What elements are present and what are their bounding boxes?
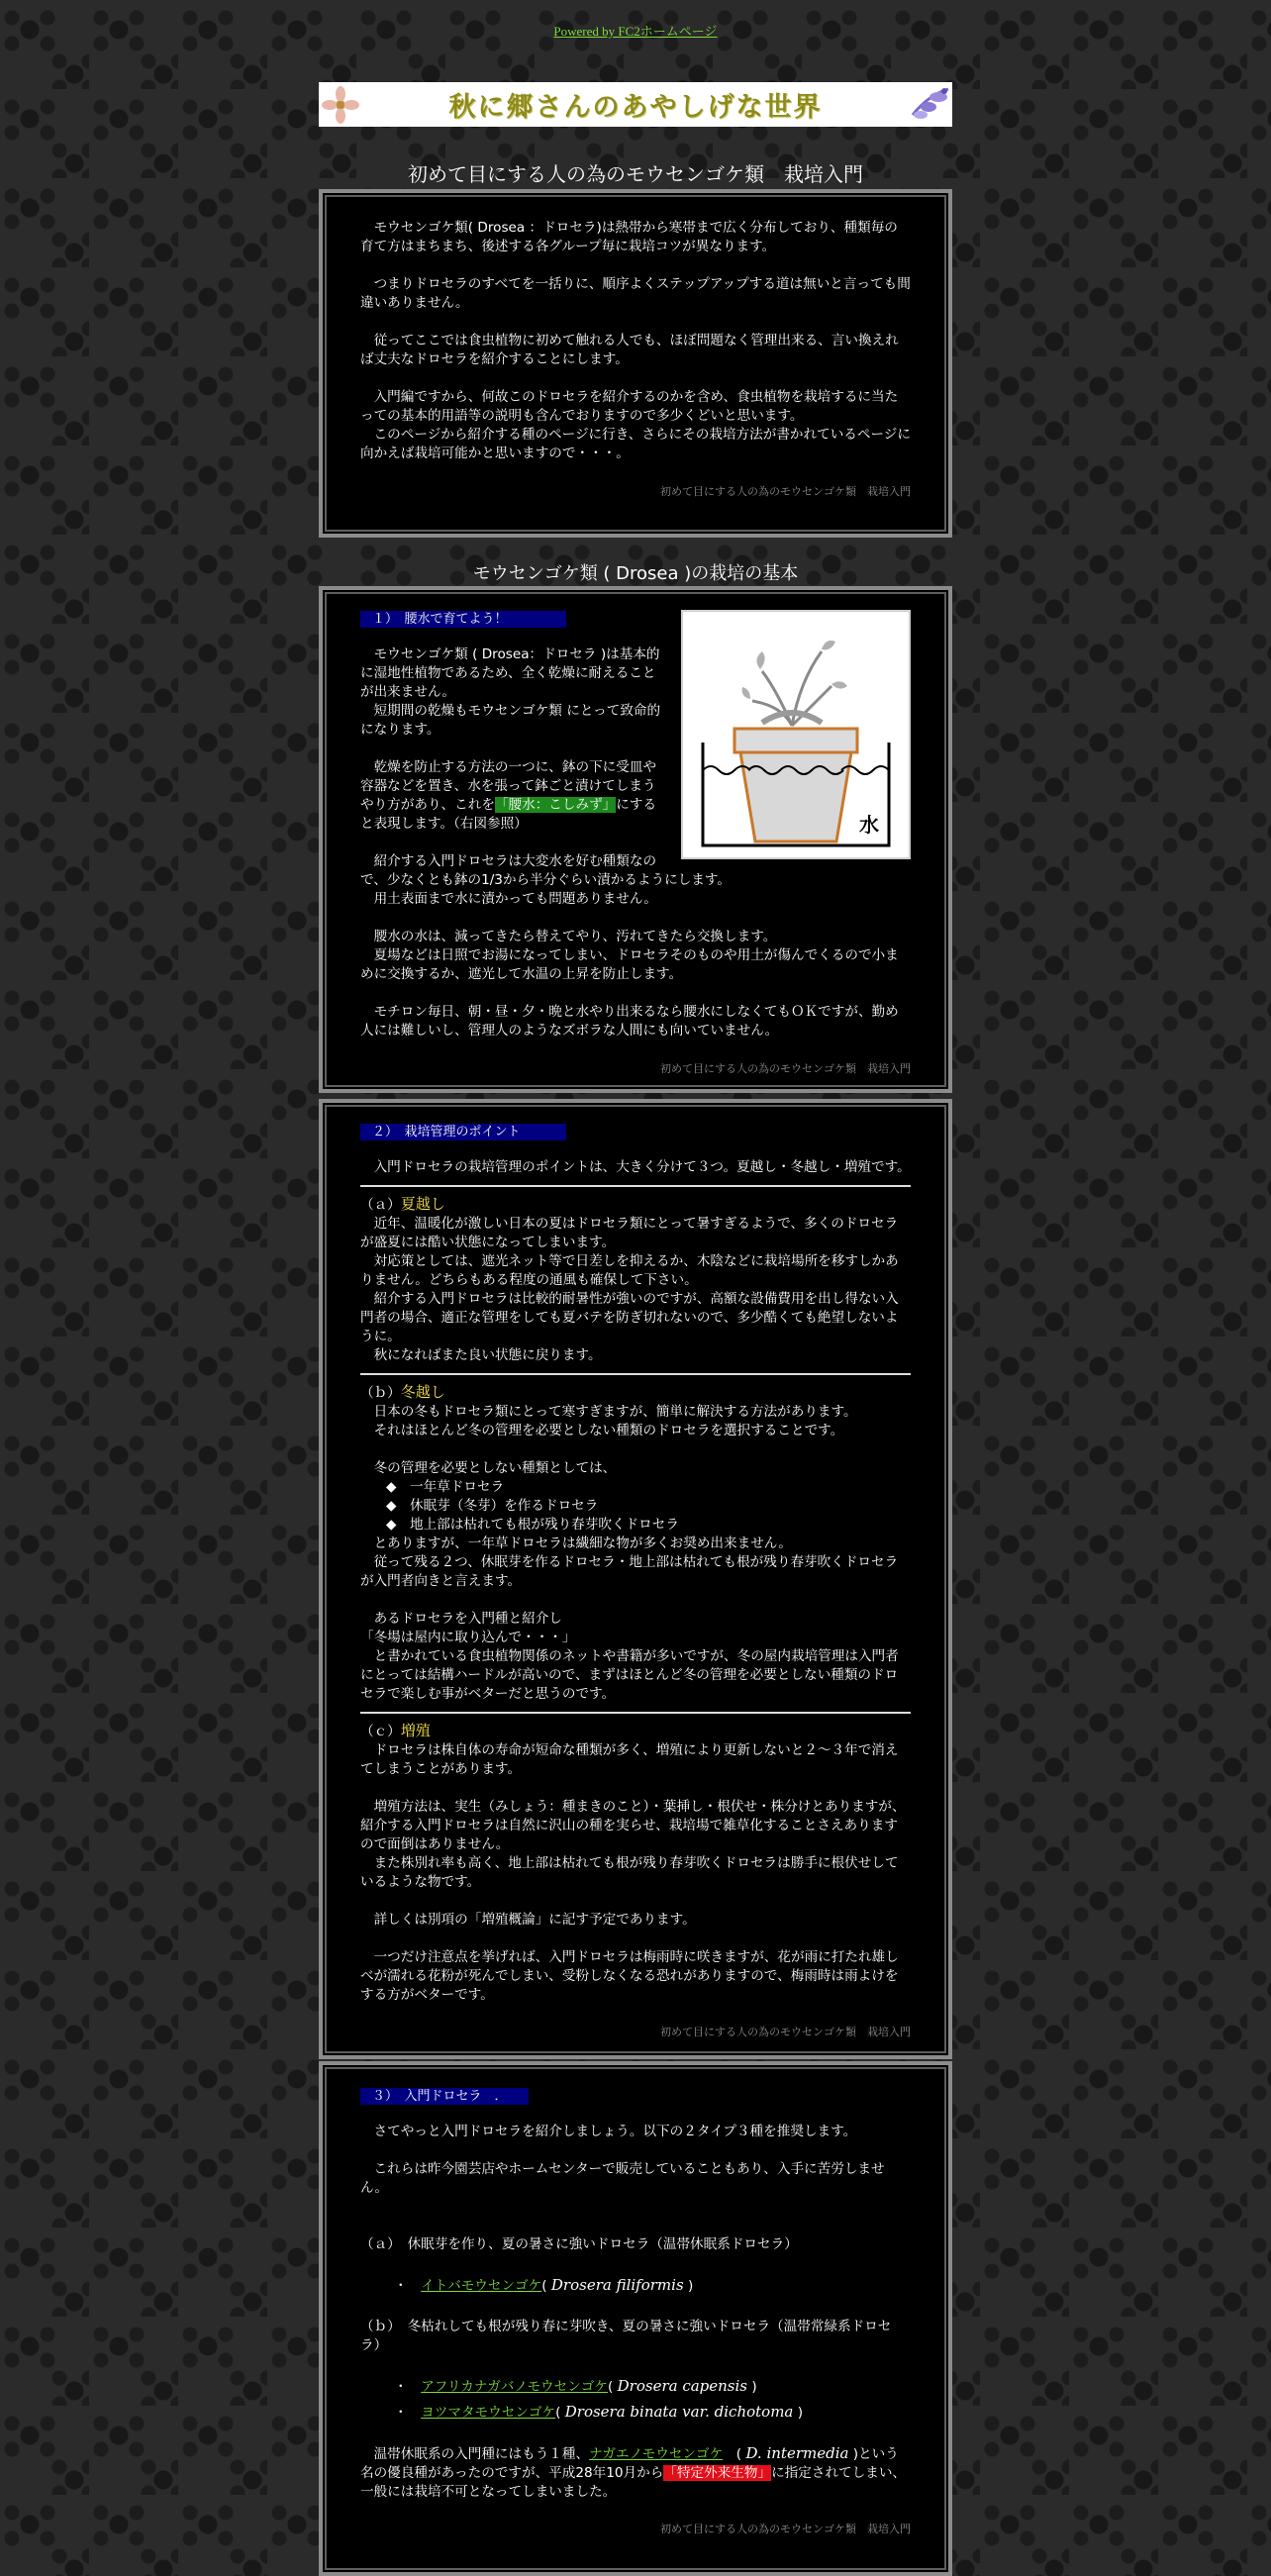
section-2-text: 紹介する入門ドロセラは比較的耐暑性が強いのですが、高額な設備費用を出し得ない入門者の場合、適正な管理をしても夏バテを防ぎ切れないので、多少酷くても絶望しないように。	[360, 1291, 899, 1344]
type-b-heading: （ｂ） 冬枯れしても根が残り春に芽吹き、夏の暑さに強いドロセラ（温帯常緑系ドロセラ）	[360, 2319, 892, 2353]
section-footer: 初めて目にする人の為のモウセンゴケ類 栽培入門	[660, 2026, 911, 2038]
propagation-prefix: （ｃ）	[360, 1724, 401, 1739]
bullet: ・	[394, 2278, 408, 2294]
section-2-panel	[319, 1099, 952, 2059]
species-item: ・ アフリカナガバノモウセンゴケ( Drosera capensis )	[394, 2377, 757, 2395]
invasive-species-highlight: 「特定外来生物」	[663, 2465, 772, 2481]
winter-heading	[360, 1383, 911, 1403]
section-3-label: ３） 入門ドロセラ ．	[360, 2088, 529, 2105]
section-3-text: さてやっと入門ドロセラを紹介しましょう。以下の２タイプ３種を推奨します。	[360, 2124, 857, 2139]
itoba-link[interactable]: イトバモウセンゴケ	[421, 2278, 542, 2294]
intermedia-note: 温帯休眠系の入門種にはもう１種、ナガエノモウセンゴケ ( D. intermedia )という名の優良種があったのですが、平成28年10月から「特定外来生物」に指定されてしまい、一般には栽培不可となってしまいました。	[360, 2444, 907, 2500]
water-label: 水	[859, 813, 879, 837]
summer-heading	[360, 1195, 911, 1215]
section-2-text: 増殖方法は、実生（みしょう：種まきのこと）・葉挿し・根伏せ・株分けとありますが、紹介する入門ドロセラは自然に沢山の種を実らせ、栽培場で雑草化することさえありますので面倒はありません。	[360, 1799, 906, 1852]
section-2-text: 入門ドロセラの栽培管理のポイントは、大きく分けて３つ。夏越し・冬越し・増殖です。	[360, 1159, 911, 1175]
section-1-text: 夏場などは日照でお湯になってしまい、ドロセラそのものや用土が傷んでくるので小まめに交換するか、遮光して水温の上昇を防止します。	[360, 947, 899, 982]
capensis-link[interactable]: アフリカナガバノモウセンゴケ	[421, 2379, 609, 2395]
basics-heading: モウセンゴケ類 ( Drosea )の栽培の基本	[472, 563, 799, 584]
section-1-text-part: にすると表現します。（右図参照）	[360, 797, 657, 832]
bullet: ・	[394, 2379, 408, 2395]
section-1-text: モウセンゴケ類 ( Drosea：ドロセラ )は基本的に湿地性植物であるため、全く乾燥に耐えることが出来ません。	[360, 646, 660, 700]
note-text: 温帯休眠系の入門種にはもう１種、	[360, 2446, 590, 2462]
section-2-text: 「冬場は屋内に取り込んで・・・」	[360, 1630, 576, 1645]
type-a-heading: （ａ） 休眠芽を作り、夏の暑さに強いドロセラ（温帯休眠系ドロセラ）	[360, 2236, 798, 2252]
intro-paragraph: このページから紹介する種のページに行き、さらにその栽培方法が書かれているページに向かえば栽培可能かと思いますので・・・。	[360, 427, 911, 461]
divider	[360, 1712, 911, 1714]
section-1-text-part: 乾燥を防止する方法の一つに、鉢の下に受皿や容器などを置き、水を張って鉢ごと漬けてしまうやり方があり、これを	[360, 759, 657, 813]
latin-name: Drosera capensis	[617, 2377, 748, 2395]
section-2-text: 近年、温暖化が激しい日本の夏はドロセラ類にとって暑すぎるようで、多くのドロセラが盛夏には酷い状態になってしまいます。	[360, 1216, 899, 1250]
summer-title: 夏越し	[400, 1195, 445, 1213]
site-banner[interactable]	[319, 82, 952, 127]
section-2-text: あるドロセラを入門種と紹介し	[360, 1611, 562, 1627]
divider	[360, 1373, 911, 1375]
banner-title: 秋に郷さんのあやしげな世界	[448, 92, 823, 123]
list-item: ◆ 休眠芽（冬芽）を作るドロセラ	[386, 1498, 599, 1514]
section-2-text: それはほとんど冬の管理を必要としない種類のドロセラを選択することです。	[360, 1423, 844, 1438]
section-2-text: 秋になればまた良い状態に戻ります。	[360, 1347, 602, 1363]
divider	[360, 1185, 911, 1187]
section-2-text: 日本の冬もドロセラ類にとって寒すぎますが、簡単に解決する方法があります。	[360, 1404, 857, 1420]
koshimizu-highlight: 「腰水：こしみず」	[494, 797, 617, 813]
latin-name: Drosera binata var. dichotoma	[564, 2403, 794, 2421]
intro-panel	[319, 189, 952, 538]
section-2-text: 対応策としては、遮光ネット等で日差しを抑えるか、木陰などに栽培場所を移すしかありません。どちらもある程度の通風も確保して下さい。	[360, 1253, 899, 1288]
section-2-text: 詳しくは別項の「増殖概論」に記す予定であります。	[360, 1912, 696, 1928]
powered-by-link[interactable]: Powered by FC2ホームページ	[553, 24, 718, 39]
list-item: ◆ 一年草ドロセラ	[386, 1479, 505, 1495]
list-item: ◆ 地上部は枯れても根が残り春芽吹くドロセラ	[386, 1517, 679, 1533]
winter-prefix: （ｂ）	[360, 1385, 401, 1401]
propagation-title: 増殖	[400, 1722, 431, 1739]
species-item: ・ イトバモウセンゴケ( Drosera filiformis )	[394, 2276, 694, 2294]
latin-name: Drosera filiformis	[550, 2276, 684, 2294]
section-2-text: とありますが、一年草ドロセラは繊細な物が多くお奨め出来ません。	[360, 1536, 792, 1551]
section-1-text: 腰水の水は、減ってきたら替えてやり、汚れてきたら交換します。	[360, 929, 777, 944]
section-1-text: モチロン毎日、朝・昼・夕・晩と水やり出来るなら腰水にしなくてもＯＫですが、勤め人には難しいし、管理人のようなズボラな人間にも向いていません。	[360, 1004, 899, 1039]
section-2-text: また株別れ率も高く、地上部は枯れても根が残り春芽吹くドロセラは勝手に根伏せしているような物です。	[360, 1855, 899, 1890]
binata-link[interactable]: ヨツマタモウセンゴケ	[421, 2405, 556, 2421]
flower-left-icon	[319, 85, 362, 125]
intro-paragraph: モウセンゴケ類( Drosea ：ドロセラ)は熱帯から寒帯まで広く分布しており、種類毎の育て方はまちまち、後述する各グループ毎に栽培コツが異なります。	[360, 220, 898, 254]
section-2-text: と書かれている食虫植物関係のネットや書籍が多いですが、冬の屋内栽培管理は入門者にとっては結構ハードルが高いので、まずはほとんど冬の管理を必要としない種類のドロセラで楽しむ事がベターだと思うのです。	[360, 1648, 899, 1702]
page-title: 初めて目にする人の為のモウセンゴケ類 栽培入門	[408, 162, 863, 186]
species-item: ・ ヨツマタモウセンゴケ( Drosera binata var. dichotoma )	[394, 2403, 803, 2421]
winter-list	[360, 1478, 911, 1535]
intermedia-link[interactable]: ナガエノモウセンゴケ	[589, 2446, 724, 2462]
propagation-heading	[360, 1722, 911, 1741]
bullet: ・	[394, 2405, 408, 2421]
intro-paragraph: つまりドロセラのすべてを一括りに、順序よくステップアップする道は無いと言っても間違いありません。	[360, 276, 911, 311]
latin-name: D. intermedia	[745, 2444, 849, 2462]
note-text: という名の優良種があったのですが、平成28年10月から	[360, 2446, 899, 2481]
section-1-text: 用土表面まで水に漬かっても問題ありません。	[360, 891, 657, 907]
section-footer: 初めて目にする人の為のモウセンゴケ類 栽培入門	[660, 2523, 911, 2535]
section-2-text: 一つだけ注意点を挙げれば、入門ドロセラは梅雨時に咲きますが、花が雨に打たれ雄しべが濡れる花粉が死んでしまい、受粉しなくなる恐れがありますので、梅雨時は雨よけをする方がベターです。	[360, 1949, 899, 2003]
section-1-label: １） 腰水で育てよう！	[360, 611, 566, 628]
intro-paragraph: 入門編ですから、何故このドロセラを紹介するのかを含め、食虫植物を栽培するに当たっての基本的用語等の説明も含んでおりますので多少くどいと思います。	[360, 389, 899, 424]
section-1-panel	[319, 586, 952, 1093]
powered-by	[0, 21, 1271, 40]
section-3-panel	[319, 2061, 952, 2576]
section-1-text: 紹介する入門ドロセラは大変水を好む種類なので、少なくとも鉢の1/3から半分ぐらい漬かるようにします。	[360, 853, 731, 888]
note-text: に指定されてしまい、一般には栽培不可となってしまいました。	[360, 2465, 907, 2500]
section-footer: 初めて目にする人の為のモウセンゴケ類 栽培入門	[660, 1062, 911, 1075]
flower-right-icon	[909, 85, 952, 125]
section-3-text: これらは昨今園芸店やホームセンターで販売していることもあり、入手に苦労しません。	[360, 2161, 885, 2196]
section-2-text: 冬の管理を必要としない種類としては、	[360, 1460, 617, 1476]
section-footer: 初めて目にする人の為のモウセンゴケ類 栽培入門	[660, 485, 911, 498]
intro-paragraph: 従ってここでは食虫植物に初めて触れる人でも、ほぼ問題なく管理出来る、言い換えれば丈夫なドロセラを紹介することにします。	[360, 333, 899, 367]
section-1-text: 短期間の乾燥もモウセンゴケ類 にとって致命的になります。	[360, 703, 661, 738]
winter-title: 冬越し	[400, 1383, 445, 1401]
section-2-text: 従って残る２つ、休眠芽を作るドロセラ・地上部は枯れても根が残り春芽吹くドロセラが入門者向きと言えます。	[360, 1554, 899, 1589]
summer-prefix: （ａ）	[360, 1197, 401, 1213]
section-2-label: ２） 栽培管理のポイント	[360, 1124, 566, 1140]
section-2-text: ドロセラは株自体の寿命が短命な種類が多く、増殖により更新しないと２～３年で消えてしまうことがあります。	[360, 1742, 899, 1777]
